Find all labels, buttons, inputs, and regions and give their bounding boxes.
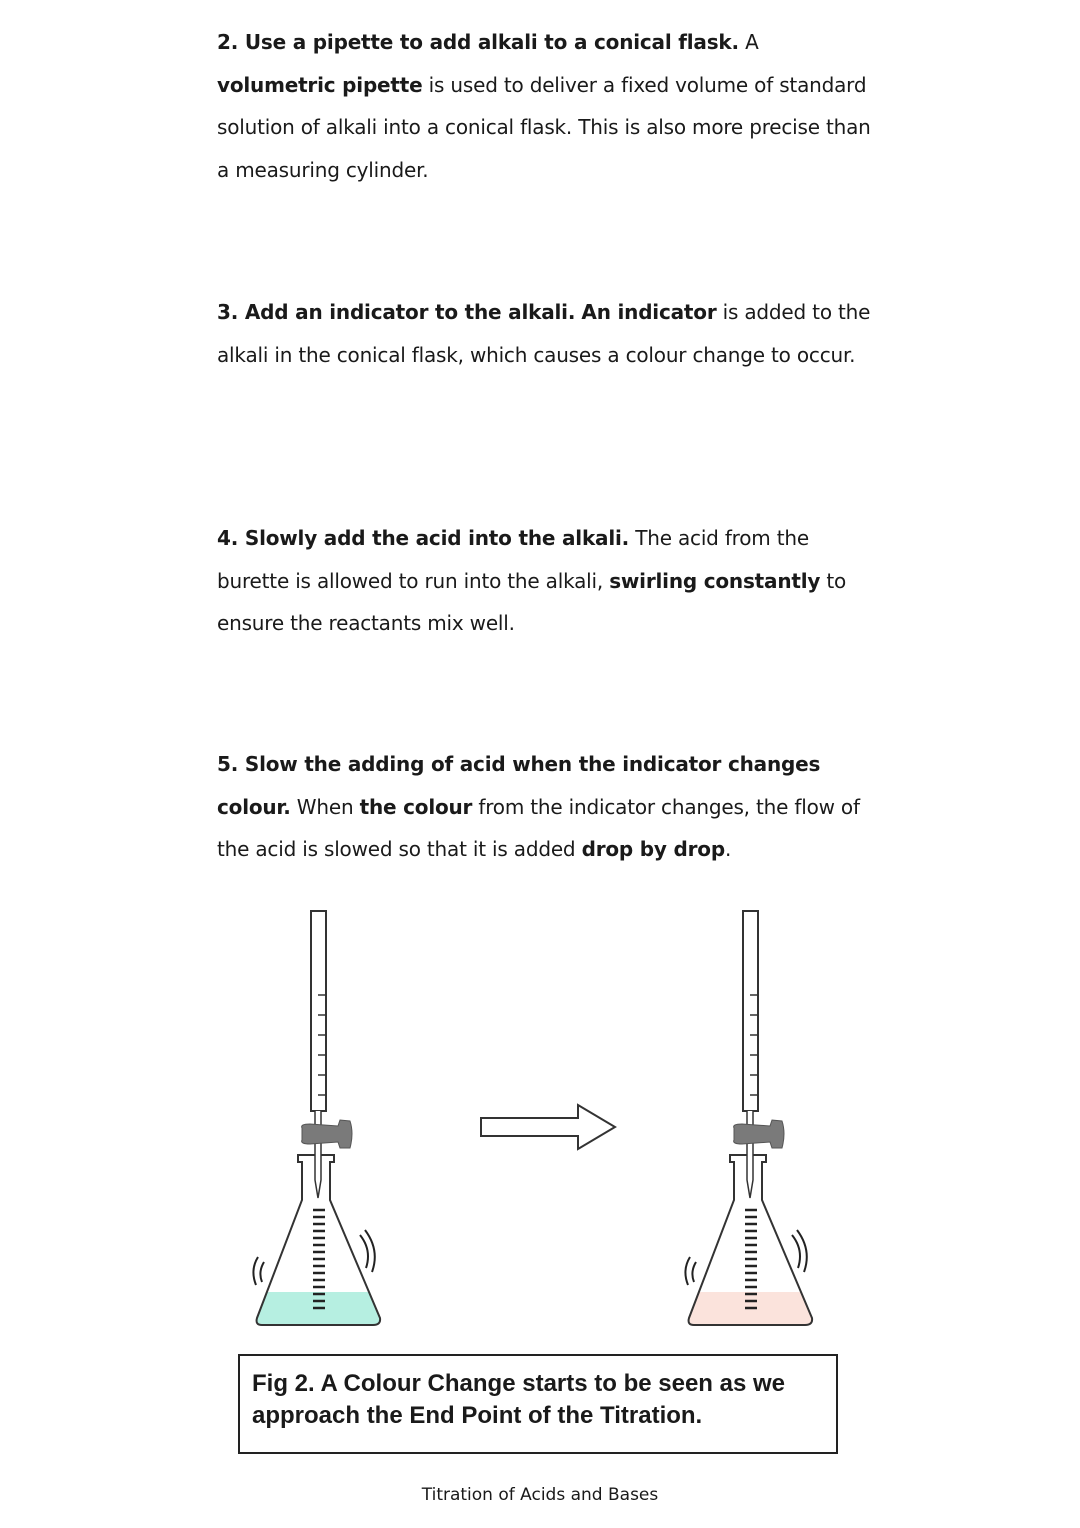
text: to ensure the reactants mix well. [217, 568, 847, 635]
stopcock [302, 1120, 352, 1148]
key-term: drop by drop [581, 837, 725, 861]
text: is added to the alkali in the conical flask, which causes a colour change to occur. [217, 300, 871, 367]
text: from the indicator changes, the flow of the acid is slowed so that it is added [217, 794, 860, 861]
titration-setup-after [685, 911, 812, 1325]
stopcock [734, 1120, 784, 1148]
text: When [290, 794, 360, 819]
arrow-icon [481, 1105, 615, 1149]
figure-caption: Fig 2. A Colour Change starts to be seen as we approach the End Point of the Titration. [238, 1354, 838, 1454]
key-term: the colour [359, 794, 473, 819]
text: . [724, 837, 732, 861]
burette [743, 911, 758, 1111]
key-term: volumetric pipette [217, 72, 423, 97]
key-term: An indicator [581, 300, 717, 324]
step-heading: 4. Slowly add the acid into the alkali. [217, 526, 630, 550]
step-heading: 5. Slow the adding of acid when the indicator changes colour. [217, 752, 821, 819]
step-heading: 3. Add an indicator to the alkali. [217, 300, 576, 324]
page-footer: Titration of Acids and Bases [421, 1485, 659, 1505]
text: A [738, 30, 759, 54]
burette [311, 911, 326, 1111]
titration-setup-before [253, 911, 380, 1325]
step-heading: 2. Use a pipette to add alkali to a conical flask. [217, 30, 739, 54]
text: is used to deliver a fixed volume of standard solution of alkali into a conical flask. This is also more precise than a measuring cylinder. [217, 72, 871, 182]
text: The acid from the burette is allowed to run into the alkali, [217, 526, 809, 593]
key-term: swirling constantly [609, 568, 821, 593]
